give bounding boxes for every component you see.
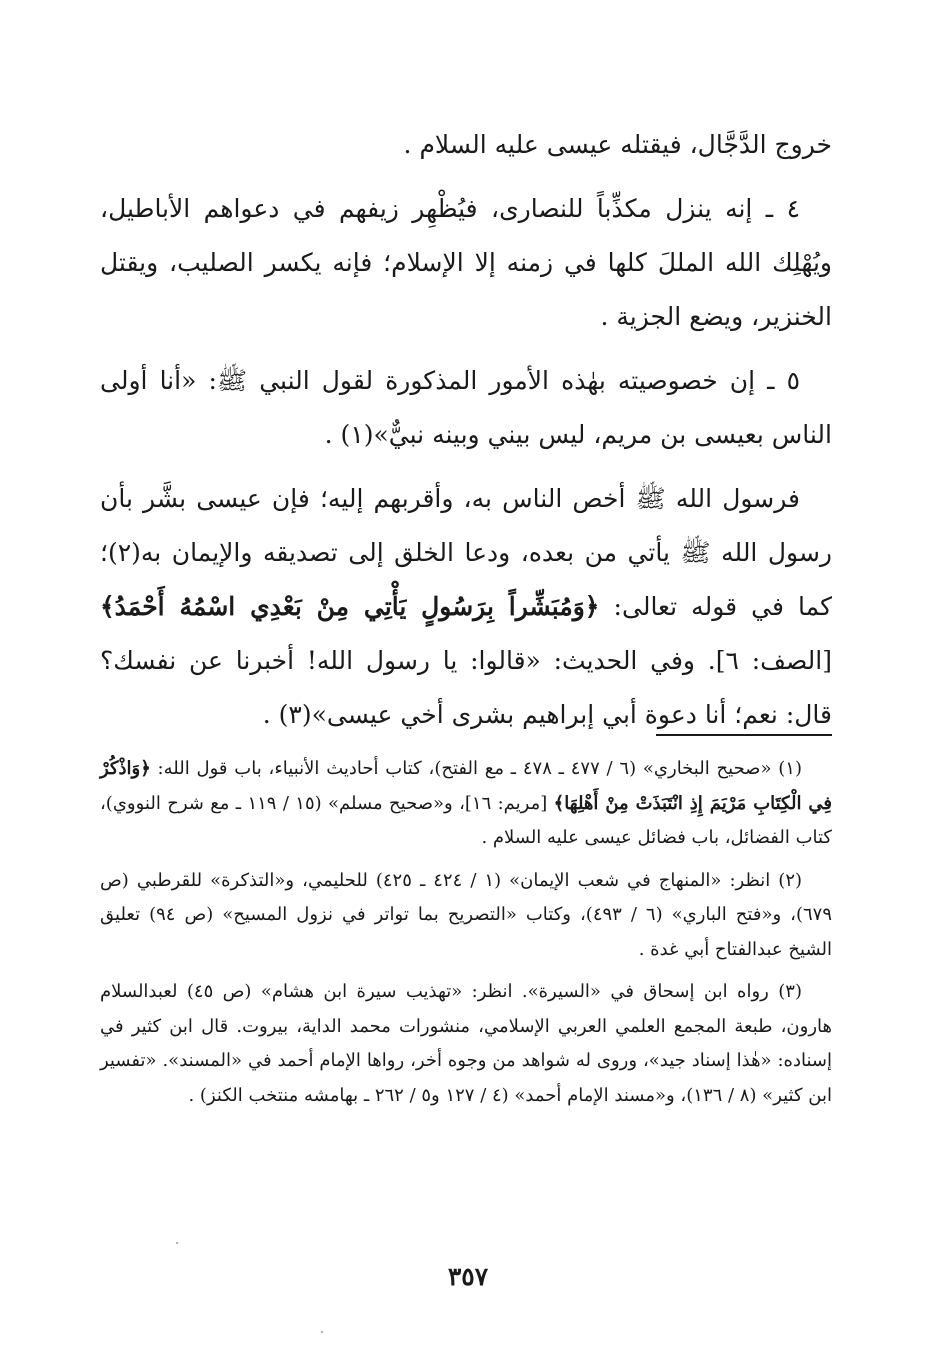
paragraph-4-text-after: [الصف: ٦]. وفي الحديث: «قالوا: يا رسول الله! أخبرنا عن نفسك؟ قال: نعم؛ أنا دعوة أبي إبراهيم بشرى أخي عيسى»(٣) . xyxy=(100,646,832,729)
paragraph-4 xyxy=(100,472,832,742)
paragraph-3: ٥ ـ إن خصوصيته بهٰذه الأمور المذكورة لقول النبي ﷺ: «أنا أولى الناس بعيسى بن مريم، ليس بيني وبينه نبيٌّ»(١) . xyxy=(100,366,832,449)
main-text xyxy=(100,118,832,752)
scan-speck xyxy=(176,1242,178,1244)
footnote-1-text-after: [مريم: ١٦]، و«صحيح مسلم» (١٥ / ١١٩ ـ مع شرح النووي)، كتاب الفضائل، باب فضائل عيسى عليه السلام . xyxy=(100,792,832,848)
footnotes xyxy=(100,752,832,1121)
footnote-1 xyxy=(100,752,832,856)
paragraph-1: خروج الدَّجَّال، فيقتله عيسى عليه السلام . xyxy=(403,130,832,159)
quran-verse: ﴿وَمُبَشِّراً بِرَسُولٍ يَأْتِي مِنْ بَعْدِي اسْمُهُ أَحْمَدُ﴾ xyxy=(100,592,600,621)
paragraph-4-text-before: فرسول الله ﷺ أخص الناس به، وأقربهم إليه؛ فإن عيسى بشَّر بأن رسول الله ﷺ يأتي من بعده، ودعا الخلق إلى تصديقه والإيمان به(٢)؛ كما في قوله تعالى: xyxy=(100,484,833,621)
footnote-3: (٣) رواه ابن إسحاق في «السيرة». انظر: «تهذيب سيرة ابن هشام» (ص ٤٥) لعبدالسلام هارون، طبعة المجمع العلمي العربي الإسلامي، منشورات محمد الداية، بيروت. قال ابن كثير في إسناده: «هٰذا إسناد جيد»، وروى له شواهد من وجوه أخر، رواها الإمام أحمد في «المسند». «تفسير ابن كثير» (٨ / ١٣٦)، و«مسند الإمام أحمد» (٤ / ١٢٧ و٥ / ٢٦٢ ـ بهامشه منتخب الكنز) . xyxy=(100,981,832,1106)
paragraph-2: ٤ ـ إنه ينزل مكذِّباً للنصارى، فيُظْهِر زيفهم في دعواهم الأباطيل، ويُهْلِك الله المللَ كلها في زمنه إلا الإسلام؛ فإنه يكسر الصليب، ويقتل الخنزير، ويضع الجزية . xyxy=(100,194,832,331)
scan-speck xyxy=(321,1331,323,1333)
footnote-2: (٢) انظر: «المنهاج في شعب الإيمان» (١ / ٤٢٤ ـ ٤٢٥) للحليمي، و«التذكرة» للقرطبي (ص ٦٧٩)، و«فتح الباري» (٦ / ٤٩٣)، وكتاب «التصريح بما تواتر في نزول المسيح» (ص ٩٤) تعليق الشيخ عبدالفتاح أبي غدة . xyxy=(100,869,833,960)
page-number: ٣٥٧ xyxy=(447,1262,489,1291)
footnote-1-quran-verse: ﴿وَاذْكُرْ فِي الْكِتَابِ مَرْيَمَ إِذِ انْتَبَذَتْ مِنْ أَهْلِهَا﴾ xyxy=(100,758,832,814)
footnote-separator xyxy=(656,734,832,736)
footnote-1-text-before: (١) «صحيح البخاري» (٦ / ٤٧٧ ـ ٤٧٨ ـ مع الفتح)، كتاب أحاديث الأنبياء، باب قول الله: xyxy=(150,758,802,779)
